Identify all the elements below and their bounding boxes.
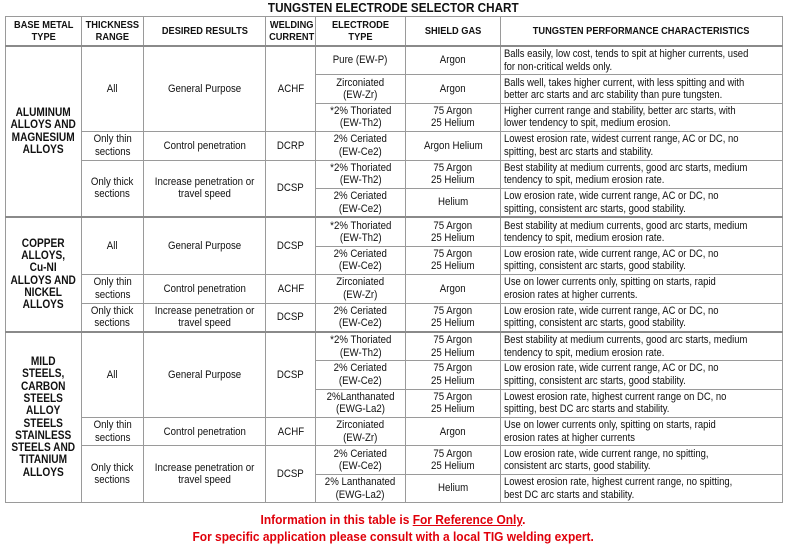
electrode-type — [316, 188, 406, 217]
desired-result — [144, 332, 266, 418]
electrode-type-text: Zirconiated (EW-Zr) — [336, 76, 385, 102]
performance-characteristics — [501, 389, 783, 417]
performance-characteristics — [501, 217, 783, 246]
performance-characteristics-text: Lowest erosion rate, highest current range on DC, no spitting, best DC arc starts and stability. — [504, 390, 727, 416]
welding-current-text: DCSP — [277, 182, 304, 195]
note-line-1: Information in this table is For Reference Only. — [260, 512, 526, 527]
electrode-type — [316, 275, 406, 303]
performance-characteristics-text: Low erosion rate, wide current range, no spitting, consistent arc starts, good stability. — [504, 447, 709, 473]
shield-gas — [406, 389, 501, 417]
thickness-range — [82, 332, 144, 418]
table-row — [6, 132, 783, 160]
welding-current-text: DCSP — [277, 368, 304, 381]
performance-characteristics-text: Best stability at medium currents, good arc starts, medium tendency to spit, medium erosion rate. — [504, 161, 748, 187]
performance-characteristics-text: Lowest erosion rate, widest current range, AC or DC, no spitting, best arc starts and stability. — [504, 133, 739, 158]
welding-current — [266, 160, 316, 217]
chart-title — [0, 0, 786, 16]
performance-characteristics — [501, 103, 783, 131]
electrode-type — [316, 217, 406, 246]
performance-characteristics — [501, 303, 783, 332]
performance-characteristics — [501, 275, 783, 303]
performance-characteristics — [501, 418, 783, 446]
desired-result-text: Increase penetration or travel speed — [154, 304, 255, 330]
header-base-metal: BASE METAL TYPE — [6, 17, 82, 47]
welding-current — [266, 446, 316, 503]
electrode-selector-table — [5, 16, 783, 503]
header-performance: TUNGSTEN PERFORMANCE CHARACTERISTICS — [501, 17, 783, 47]
table-row — [6, 332, 783, 361]
performance-characteristics-text: Low erosion rate, wide current range, AC or DC, no spitting, consistent arc starts, good stability. — [504, 304, 719, 330]
electrode-type-text: 2% Ceriated (EW-Ce2) — [333, 304, 388, 330]
desired-result-text: General Purpose — [167, 82, 242, 95]
electrode-type — [316, 418, 406, 446]
electrode-type-text: 2% Ceriated (EW-Ce2) — [333, 247, 388, 273]
shield-gas — [406, 446, 501, 474]
shield-gas — [406, 332, 501, 361]
base-metal-type — [6, 332, 82, 503]
thickness-range — [82, 217, 144, 274]
welding-current — [266, 332, 316, 418]
electrode-type — [316, 361, 406, 389]
thickness-range — [82, 418, 144, 446]
electrode-type-text: Zirconiated (EW-Zr) — [336, 276, 385, 301]
thickness-range-text: All — [107, 368, 118, 381]
electrode-type — [316, 46, 406, 75]
table-body — [6, 46, 783, 503]
header-desired-results: DESIRED RESULTS — [144, 17, 266, 47]
desired-result-text: Increase penetration or travel speed — [154, 175, 255, 201]
welding-current-text: DCSP — [277, 310, 304, 323]
electrode-type — [316, 103, 406, 131]
shield-gas — [406, 46, 501, 75]
reference-only-emphasis: For Reference Only — [412, 512, 523, 527]
thickness-range — [82, 160, 144, 217]
performance-characteristics-text: Low erosion rate, wide current range, AC or DC, no spitting, consistent arc starts, good stability. — [504, 362, 719, 387]
performance-characteristics-text: Low erosion rate, wide current range, AC or DC, no spitting, consistent arc starts, good stability. — [504, 190, 719, 215]
welding-current — [266, 217, 316, 274]
welding-current-text: DCRP — [276, 139, 305, 152]
thickness-range-text: Only thick sections — [91, 304, 134, 330]
shield-gas-text: 75 Argon 25 Helium — [431, 161, 475, 187]
reference-note — [0, 512, 786, 545]
welding-current-text: ACHF — [277, 282, 304, 295]
thickness-range — [82, 275, 144, 303]
welding-current — [266, 275, 316, 303]
header-electrode-type: ELECTRODE TYPE — [316, 17, 406, 47]
performance-characteristics — [501, 446, 783, 474]
shield-gas — [406, 103, 501, 131]
table-row — [6, 446, 783, 474]
shield-gas-text: Argon — [440, 82, 466, 95]
performance-characteristics — [501, 188, 783, 217]
desired-result — [144, 446, 266, 503]
desired-result-text: General Purpose — [167, 239, 242, 252]
shield-gas — [406, 303, 501, 332]
welding-current — [266, 132, 316, 160]
electrode-type — [316, 132, 406, 160]
performance-characteristics-text: Balls easily, low cost, tends to spit at higher currents, used for non-critical welds only. — [504, 48, 749, 73]
electrode-type-text: 2% Ceriated (EW-Ce2) — [333, 447, 388, 473]
electrode-type-text: 2% Ceriated (EW-Ce2) — [333, 190, 388, 215]
desired-result — [144, 418, 266, 446]
electrode-type-text: *2% Thoriated (EW-Th2) — [329, 219, 392, 245]
performance-characteristics-text: Higher current range and stability, better arc starts, with lower tendency to spit, medium erosion. — [504, 104, 736, 130]
thickness-range-text: Only thick sections — [91, 461, 134, 487]
shield-gas — [406, 275, 501, 303]
welding-current-text: ACHF — [277, 425, 304, 438]
electrode-type — [316, 75, 406, 103]
electrode-type-text: 2% Lanthanated (EWG-La2) — [325, 476, 396, 501]
performance-characteristics — [501, 361, 783, 389]
performance-characteristics-text: Best stability at medium currents, good arc starts, medium tendency to spit, medium erosion rate. — [504, 334, 748, 359]
performance-characteristics — [501, 246, 783, 274]
table-row — [6, 275, 783, 303]
performance-characteristics — [501, 132, 783, 160]
shield-gas-text: 75 Argon 25 Helium — [431, 247, 475, 273]
shield-gas-text: Argon Helium — [423, 139, 483, 152]
shield-gas — [406, 361, 501, 389]
welding-current-text: DCSP — [277, 468, 304, 481]
electrode-type-text: Zirconiated (EW-Zr) — [336, 419, 385, 444]
shield-gas-text: Helium — [437, 482, 469, 495]
base-metal-type — [6, 46, 82, 217]
performance-characteristics-text: Lowest erosion rate, highest current range, no spitting, best DC arc starts and stability. — [504, 476, 733, 501]
electrode-type-text: 2%Lanthanated (EWG-La2) — [326, 390, 395, 416]
performance-characteristics-text: Low erosion rate, wide current range, AC or DC, no spitting, consistent arc starts, good stability. — [504, 247, 719, 273]
thickness-range-text: All — [107, 82, 118, 95]
shield-gas — [406, 75, 501, 103]
desired-result-text: Control penetration — [163, 282, 246, 295]
electrode-type — [316, 246, 406, 274]
desired-result — [144, 160, 266, 217]
note-line-2: For specific application please consult with a local TIG welding expert. — [192, 528, 594, 544]
thickness-range-text: All — [107, 239, 118, 252]
shield-gas-text: 75 Argon 25 Helium — [431, 447, 475, 473]
header-shield-gas: SHIELD GAS — [406, 17, 501, 47]
shield-gas — [406, 474, 501, 502]
performance-characteristics-text: Use on lower currents only, spitting on starts, rapid erosion rates at higher currents — [504, 419, 716, 444]
performance-characteristics-text: Best stability at medium currents, good arc starts, medium tendency to spit, medium erosion rate. — [504, 219, 748, 245]
base-metal-type — [6, 217, 82, 332]
electrode-type-text: *2% Thoriated (EW-Th2) — [329, 334, 392, 359]
shield-gas — [406, 188, 501, 217]
welding-current-text: DCSP — [277, 239, 304, 252]
thickness-range — [82, 132, 144, 160]
desired-result — [144, 132, 266, 160]
shield-gas-text: 75 Argon 25 Helium — [431, 334, 475, 359]
desired-result-text: Control penetration — [163, 139, 246, 152]
desired-result — [144, 217, 266, 274]
table-row — [6, 160, 783, 188]
thickness-range — [82, 303, 144, 332]
welding-current — [266, 46, 316, 132]
electrode-type — [316, 389, 406, 417]
base-metal-type-text: MILD STEELS, CARBON STEELS ALLOY STEELS STAINLESS STEELS AND TITANIUM ALLOYS — [11, 356, 76, 479]
electrode-type — [316, 332, 406, 361]
shield-gas-text: Argon — [440, 425, 466, 438]
shield-gas-text: 75 Argon 25 Helium — [431, 362, 475, 387]
welding-current-text: ACHF — [277, 82, 304, 95]
shield-gas-text: 75 Argon 25 Helium — [431, 104, 475, 130]
electrode-type — [316, 160, 406, 188]
desired-result-text: Control penetration — [163, 425, 246, 438]
thickness-range-text: Only thin sections — [93, 133, 132, 158]
shield-gas — [406, 418, 501, 446]
shield-gas — [406, 246, 501, 274]
desired-result — [144, 303, 266, 332]
thickness-range-text: Only thin sections — [93, 419, 132, 444]
thickness-range — [82, 46, 144, 132]
shield-gas — [406, 217, 501, 246]
welding-current — [266, 418, 316, 446]
performance-characteristics — [501, 474, 783, 502]
performance-characteristics — [501, 332, 783, 361]
desired-result — [144, 275, 266, 303]
welding-current — [266, 303, 316, 332]
shield-gas-text: Helium — [437, 196, 469, 209]
electrode-type-text: Pure (EW-P) — [333, 54, 388, 67]
electrode-type-text: *2% Thoriated (EW-Th2) — [329, 104, 392, 130]
desired-result — [144, 46, 266, 132]
base-metal-type-text: COPPER ALLOYS, Cu-NI ALLOYS AND NICKEL ALLOYS — [10, 237, 77, 312]
header-thickness: THICKNESS RANGE — [82, 17, 144, 47]
performance-characteristics-text: Use on lower currents only, spitting on starts, rapid erosion rates at higher currents. — [504, 276, 716, 301]
table-row — [6, 418, 783, 446]
table-row — [6, 46, 783, 75]
desired-result-text: Increase penetration or travel speed — [154, 461, 255, 487]
thickness-range-text: Only thick sections — [91, 175, 134, 201]
table-row — [6, 303, 783, 332]
shield-gas-text: 75 Argon 25 Helium — [431, 304, 475, 330]
performance-characteristics — [501, 160, 783, 188]
header-welding-current: WELDING CURRENT — [266, 17, 316, 47]
electrode-type — [316, 303, 406, 332]
performance-characteristics — [501, 46, 783, 75]
shield-gas-text: Argon — [440, 54, 466, 67]
shield-gas — [406, 160, 501, 188]
electrode-type — [316, 474, 406, 502]
electrode-type-text: *2% Thoriated (EW-Th2) — [329, 161, 392, 187]
desired-result-text: General Purpose — [167, 368, 242, 381]
performance-characteristics-text: Balls well, takes higher current, with less spitting and with better arc starts and arc stability than pure tungsten. — [504, 76, 745, 102]
table-row — [6, 217, 783, 246]
thickness-range-text: Only thin sections — [93, 276, 132, 301]
performance-characteristics — [501, 75, 783, 103]
electrode-type — [316, 446, 406, 474]
base-metal-type-text: ALUMINUM ALLOYS AND MAGNESIUM ALLOYS — [10, 107, 77, 156]
shield-gas-text: 75 Argon 25 Helium — [431, 219, 475, 245]
shield-gas-text: Argon — [440, 282, 466, 295]
electrode-type-text: 2% Ceriated (EW-Ce2) — [333, 133, 388, 158]
shield-gas — [406, 132, 501, 160]
electrode-type-text: 2% Ceriated (EW-Ce2) — [333, 362, 388, 387]
header-row — [6, 17, 783, 47]
thickness-range — [82, 446, 144, 503]
chart-title-text: TUNGSTEN ELECTRODE SELECTOR CHART — [267, 0, 519, 15]
shield-gas-text: 75 Argon 25 Helium — [431, 390, 475, 416]
